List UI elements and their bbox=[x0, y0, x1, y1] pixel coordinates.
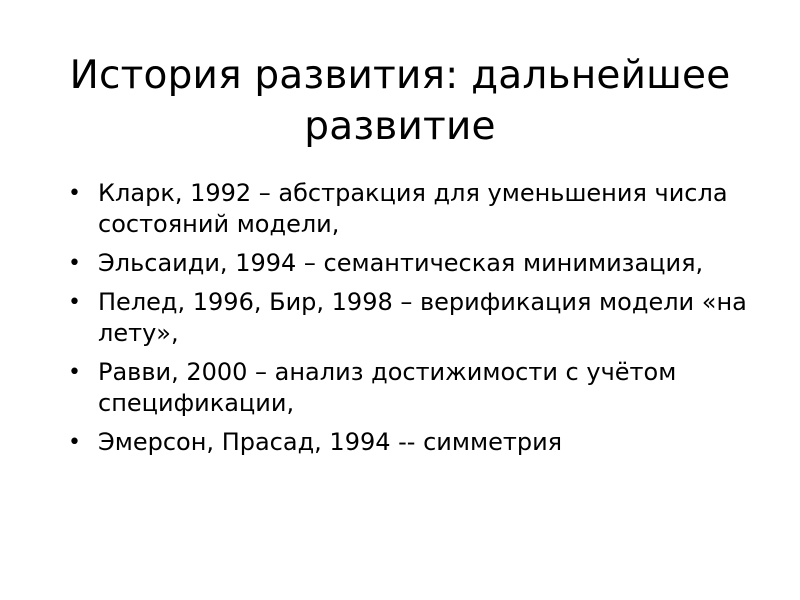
bullet-item bbox=[68, 287, 748, 349]
bullet-text: Эльсаиди, 1994 – семантическая минимизация, bbox=[98, 249, 704, 277]
bullet-text: Кларк, 1992 – абстракция для уменьшения числа состояний модели, bbox=[98, 179, 728, 238]
slide-title: История развития: дальнейшее развитие bbox=[69, 53, 731, 149]
bullet-text: Эмерсон, Прасад, 1994 -- симметрия bbox=[98, 428, 563, 456]
bullet-dot-icon: • bbox=[68, 430, 81, 455]
bullet-item bbox=[68, 248, 748, 279]
bullet-dot-icon: • bbox=[68, 360, 81, 385]
bullet-list bbox=[68, 178, 748, 466]
bullet-dot-icon: • bbox=[68, 181, 81, 206]
bullet-item bbox=[68, 427, 748, 458]
bullet-text: Пелед, 1996, Бир, 1998 – верификация модели «на лету», bbox=[98, 288, 747, 347]
bullet-item bbox=[68, 178, 748, 240]
bullet-dot-icon: • bbox=[68, 251, 81, 276]
bullet-item bbox=[68, 357, 748, 419]
bullet-dot-icon: • bbox=[68, 290, 81, 315]
bullet-text: Равви, 2000 – анализ достижимости с учётом спецификации, bbox=[98, 358, 677, 417]
